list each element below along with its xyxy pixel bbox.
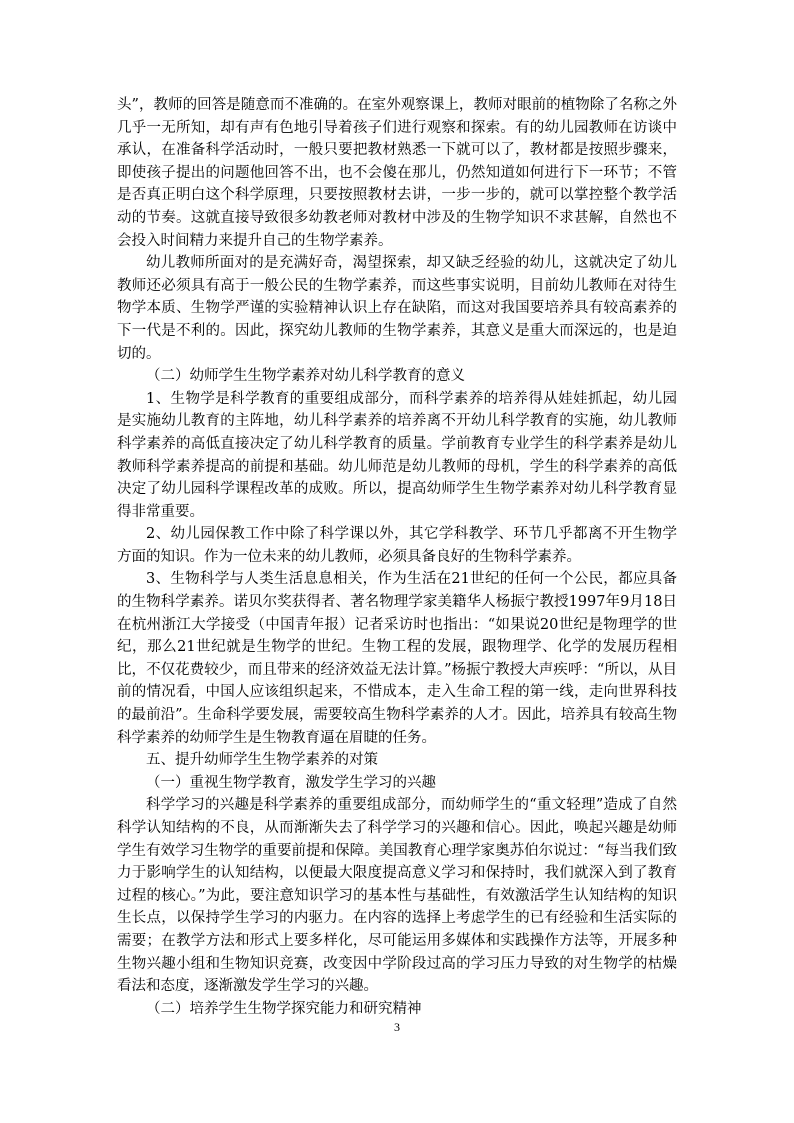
paragraph-point-3: 3、生物科学与人类生活息息相关，作为生活在21世纪的任何一个公民，都应具备的生物科学素养。诺贝尔奖获得者、著名物理学家美籍华人杨振宁教授1997年9月18日在杭州浙江大学接受（中国青年报）记者采访时也指出：“如果说20世纪是物理学的世纪，那么21世纪就是生物学的世纪。生物工程的发展，跟物理学、化学的发展历程相比，不仅花费较少，而且带来的经济效益无法计算。”杨振宁教授大声疾呼：“所以，从目前的情况看，中国人应该组织起来，不惜成本，走入生命工程的第一线，走向世界科技的最前沿”。生命科学要发展，需要较高生物科学素养的人才。因此，培养具有较高生物科学素养的幼师学生是生物教育逼在眉睫的任务。 <box>117 571 677 746</box>
paragraph-continuation: 头”，教师的回答是随意而不准确的。在室外观察课上，教师对眼前的植物除了名称之外几乎一无所知，却有声有色地引导着孩子们进行观察和探索。有的幼儿园教师在访谈中承认，在准备科学活动时，一般只要把教材熟悉一下就可以了，教材都是按照步骤来，即使孩子提出的问题他回答不出，也不会傻在那儿，仍然知道如何进行下一环节；不管是否真正明白这个科学原理，只要按照教材去讲，一步一步的，就可以掌控整个教学活动的节奏。这就直接导致很多幼教老师对教材中涉及的生物学知识不求甚解，自然也不会投入时间精力来提升自己的生物学素养。 <box>117 97 677 249</box>
subsection-heading-inquiry: （二）培养学生生物学探究能力和研究精神 <box>146 1000 422 1017</box>
subsection-heading-interest: （一）重视生物学教育，激发学生学习的兴趣 <box>146 774 436 791</box>
section-heading-strategies: 五、提升幼师学生生物学素养的对策 <box>146 752 378 769</box>
page-number: 3 <box>394 1020 400 1034</box>
paragraph-point-1: 1、生物学是科学教育的重要组成部分，而科学素养的培养得从娃娃抓起，幼儿园是实施幼儿教育的主阵地，幼儿科学素养的培养离不开幼儿科学教育的实施，幼儿教师科学素养的高低直接决定了幼儿科学教育的质量。学前教育专业学生的科学素养是幼儿教师科学素养提高的前提和基础。幼儿师范是幼儿教师的母机，学生的科学素养的高低决定了幼儿园科学课程改革的成败。所以，提高幼师学生生物学素养对幼儿科学教育显得非常重要。 <box>117 390 677 520</box>
section-heading-significance: （二）幼师学生生物学素养对幼儿科学教育的意义 <box>146 368 465 385</box>
paragraph-point-2: 2、幼儿园保教工作中除了科学课以外，其它学科教学、环节几乎都离不开生物学方面的知识。作为一位未来的幼儿教师，必须具备良好的生物科学素养。 <box>117 526 677 565</box>
paragraph-interest: 科学学习的兴趣是科学素养的重要组成部分，而幼师学生的“重文轻理”造成了自然科学认知结构的不良，从而渐渐失去了科学学习的兴趣和信心。因此，唤起兴趣是幼师学生有效学习生物学的重要前提和保障。美国教育心理学家奥苏伯尔说过：“每当我们致力于影响学生的认知结构，以便最大限度提高意义学习和保持时，我们就深入到了教育过程的核心。”为此，要注意知识学习的基本性与基础性，有效激活学生认知结构的知识生长点，以保持学生学习的内驱力。在内容的选择上考虑学生的已有经验和生活实际的需要；在教学方法和形式上要多样化，尽可能运用多媒体和实践操作方法等，开展多种生物兴趣小组和生物知识竞赛，改变因中学阶段过高的学习压力导致的对生物学的枯燥看法和态度，逐渐激发学生学习的兴趣。 <box>117 797 677 995</box>
body-text <box>117 94 677 1020</box>
paragraph-teacher-needs: 幼儿教师所面对的是充满好奇，渴望探索，却又缺乏经验的幼儿，这就决定了幼儿教师还必须具有高于一般公民的生物学素养，而这些事实说明，目前幼儿教师在对待生物学本质、生物学严谨的实验精神认识上存在缺陷，而这对我国要培养具有较高素养的下一代是不利的。因此，探究幼儿教师的生物学素养，其意义是重大而深远的，也是迫切的。 <box>117 255 677 362</box>
